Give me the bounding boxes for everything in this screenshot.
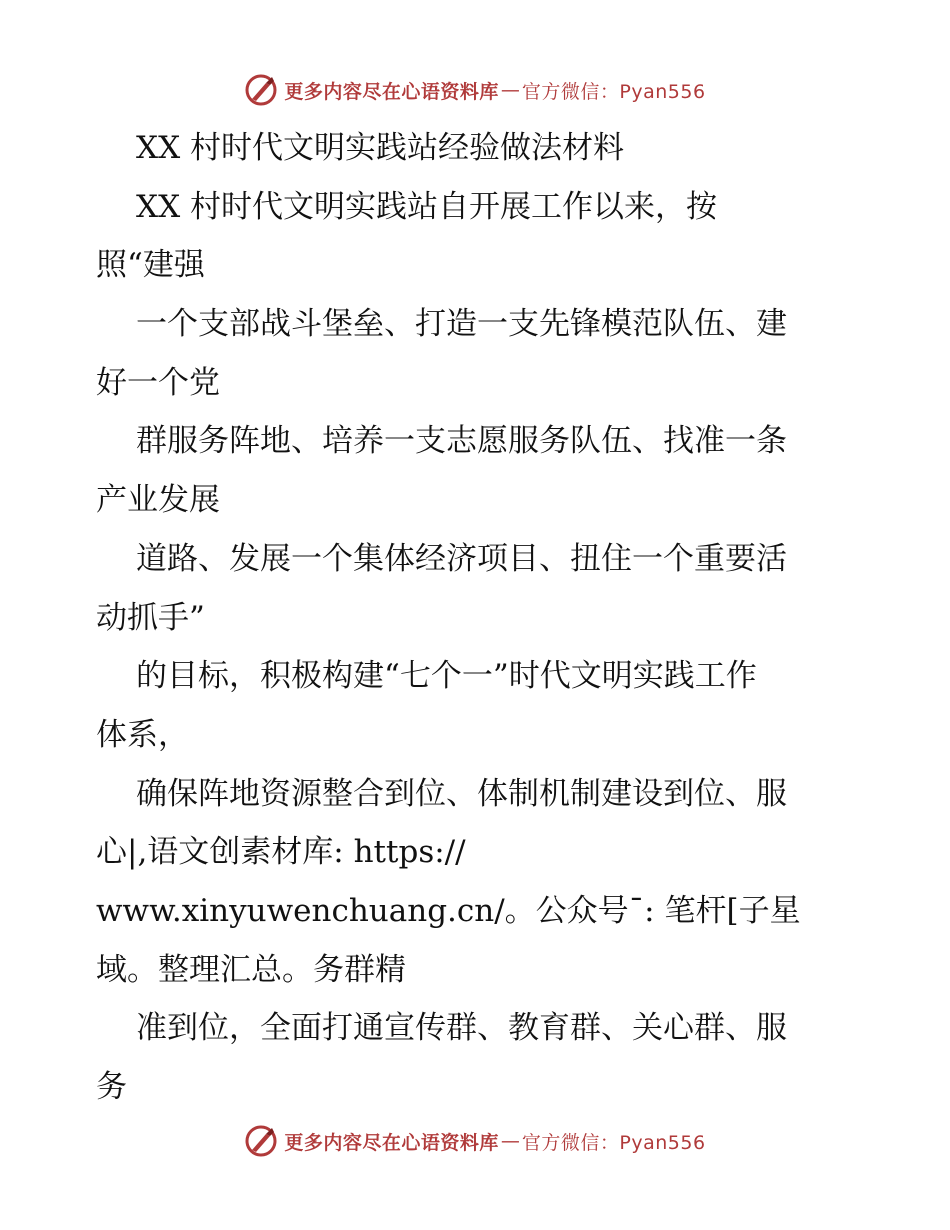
document-line: 体系， <box>96 716 189 753</box>
watermark-wechat-text: 官方微信：Pyan556 <box>521 80 706 103</box>
footer-watermark <box>0 1124 950 1158</box>
document-line: XX 村时代文明实践站自开展工作以来，按 <box>136 188 717 225</box>
watermark-wechat-text: 官方微信：Pyan556 <box>521 1131 706 1154</box>
document-line: 准到位，全面打通宣传群、教育群、关心群、服 <box>136 1010 787 1047</box>
document-line: 确保阵地资源整合到位、体制机制建设到位、服 <box>136 775 787 812</box>
document-line: XX 村时代文明实践站经验做法材料 <box>136 130 624 166</box>
document-line: 产业发展 <box>96 482 220 519</box>
watermark-main-text: 更多内容尽在心语资料库 <box>284 80 499 103</box>
header-watermark <box>0 73 950 107</box>
document-body <box>96 126 856 1124</box>
document-line: 域。整理汇总。务群精 <box>96 951 406 988</box>
watermark-main-text: 更多内容尽在心语资料库 <box>284 1131 499 1154</box>
document-line: 道路、发展一个集体经济项目、扭住一个重要活 <box>136 540 787 577</box>
document-line: 的目标，积极构建“七个一”时代文明实践工作 <box>136 658 757 695</box>
document-line: 群服务阵地、培养一支志愿服务队伍、找准一条 <box>136 423 787 460</box>
document-line: 动抓手” <box>96 599 205 636</box>
document-line: www.xinyuwenchuang.cn/。公众号¯: 笔杆[子星 <box>96 892 801 929</box>
quill-seal-icon <box>244 1124 278 1158</box>
document-line: 一个支部战斗堡垒、打造一支先锋模范队伍、建 <box>136 306 787 343</box>
document-line: 心|,语文创素材库: https:// <box>96 834 466 871</box>
document-line: 照“建强 <box>96 247 205 284</box>
quill-seal-icon <box>244 73 278 107</box>
watermark-dash: — <box>500 1130 520 1152</box>
watermark-dash: — <box>500 79 520 101</box>
document-line: 务 <box>96 1069 127 1105</box>
document-line: 好一个党 <box>96 364 220 401</box>
